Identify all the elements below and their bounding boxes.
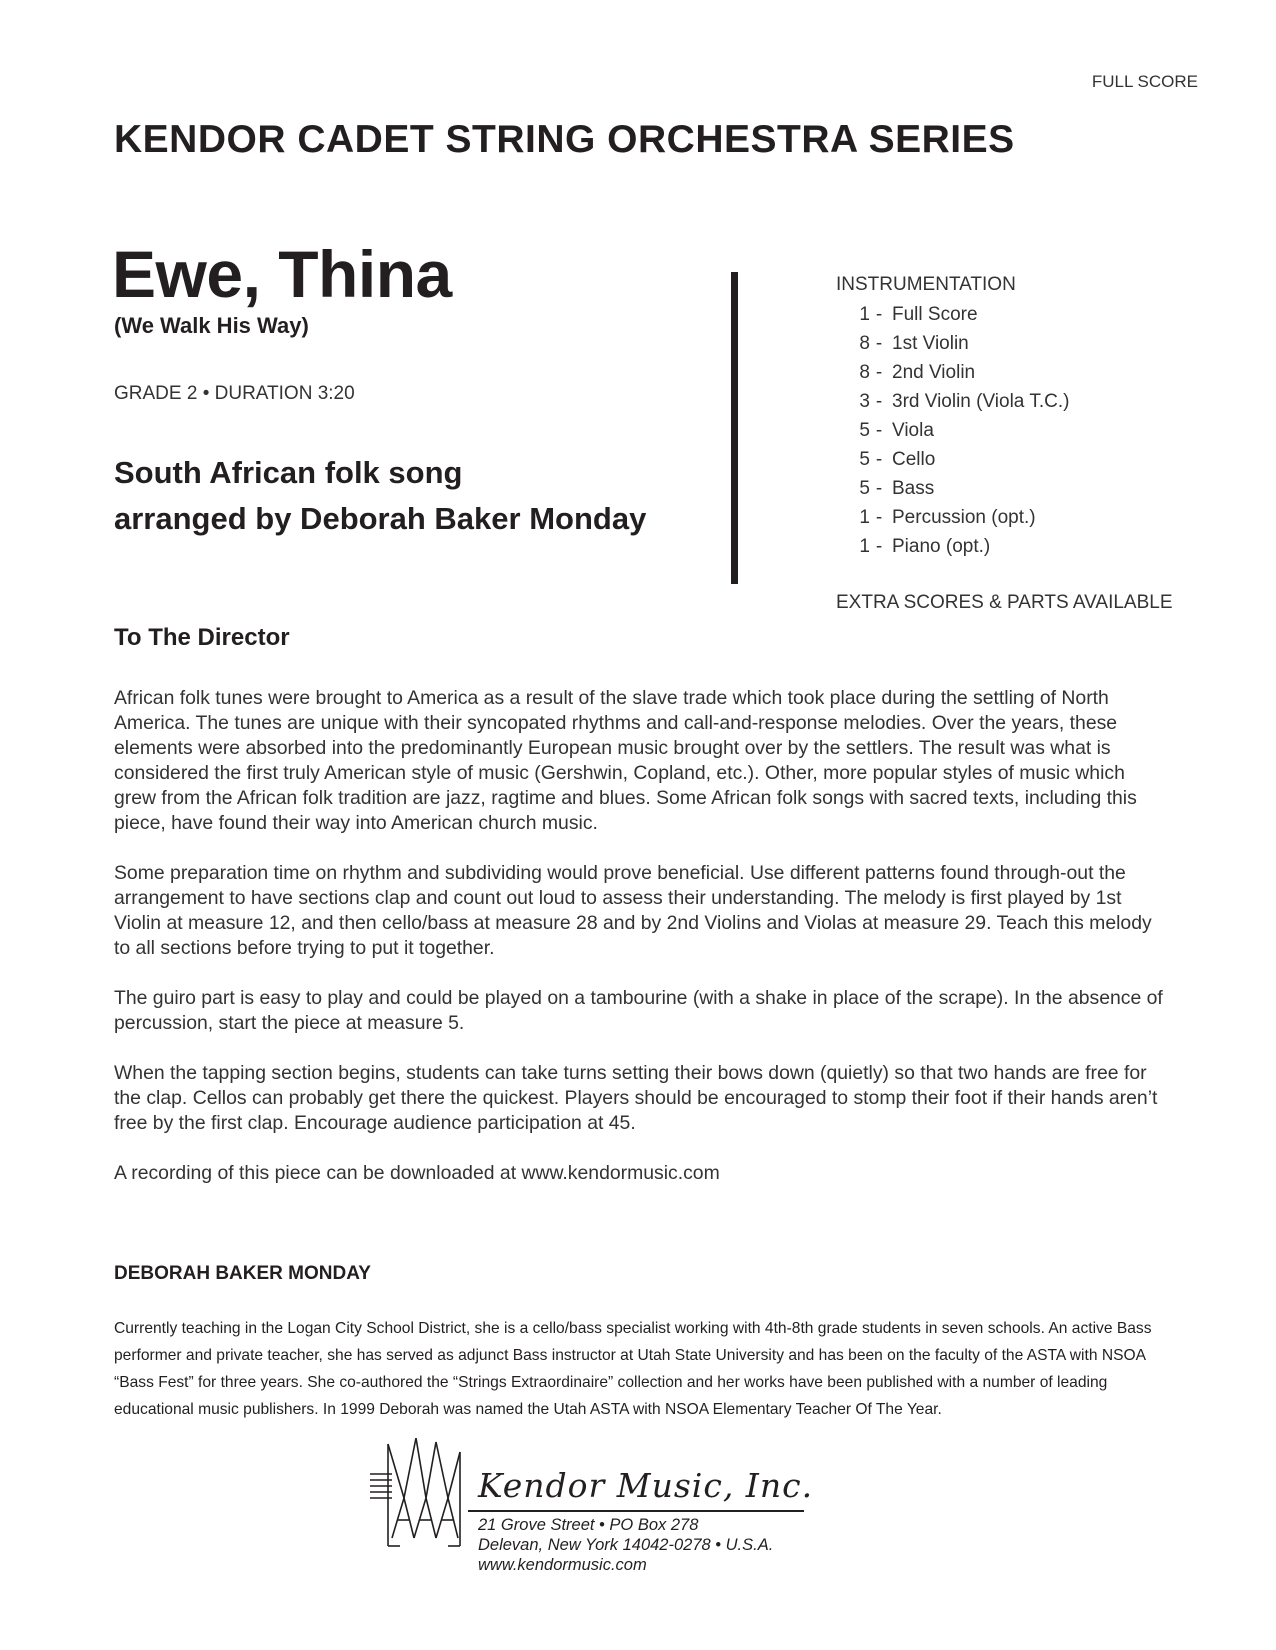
piece-subtitle: (We Walk His Way) xyxy=(114,313,309,338)
bio-text: Currently teaching in the Logan City School District, she is a cello/bass specialist working with 4th-8th grade students in seven schools. An active Bass performer and private teacher, she has served as adjunct Bass instructor at Utah State University and has been on the faculty of the ASTA with NSOA “Bass Fest” for three years. She co-authored the “Strings Extraordinaire” collection and her works have been published with a number of leading educational music publishers. In 1999 Deborah was named the Utah ASTA with NSOA Elementary Teacher Of The Year. xyxy=(114,1320,1152,1418)
instrumentation-item xyxy=(836,445,1069,474)
instrument-quantity: 1 xyxy=(859,536,870,557)
instrumentation-item xyxy=(836,503,1069,532)
instrument-name: 1st Violin xyxy=(892,333,969,354)
extras-note: EXTRA SCORES & PARTS AVAILABLE xyxy=(836,592,1173,613)
instrument-name: Bass xyxy=(892,478,935,499)
instrument-quantity: 8 xyxy=(859,333,870,354)
instrumentation-item xyxy=(836,300,1069,329)
instrument-quantity: 8 xyxy=(859,362,870,383)
instrument-dash: - xyxy=(875,536,883,557)
instrumentation-heading: INSTRUMENTATION xyxy=(836,274,1016,295)
instrument-dash: - xyxy=(875,420,883,441)
piece-title: Ewe, Thina xyxy=(112,237,452,311)
instrument-name: 2nd Violin xyxy=(892,362,976,383)
director-paragraph: A recording of this piece can be downloaded at www.kendormusic.com xyxy=(114,1162,720,1184)
instrumentation-item xyxy=(836,358,1069,387)
instrument-name: Full Score xyxy=(892,304,978,325)
arranger-line: arranged by Deborah Baker Monday xyxy=(114,501,647,536)
instrument-dash: - xyxy=(875,507,883,528)
publisher-name: Kendor Music, Inc. xyxy=(478,1466,814,1505)
instrument-dash: - xyxy=(875,391,883,412)
instrument-name: Piano (opt.) xyxy=(892,536,991,557)
divider-bar xyxy=(731,272,738,584)
instrument-quantity: 3 xyxy=(859,391,870,412)
instrument-dash: - xyxy=(875,362,883,383)
instrument-quantity: 1 xyxy=(859,304,870,325)
director-paragraph: Some preparation time on rhythm and subdividing would prove beneficial. Use different patterns found through-out the arrangement to have sections clap and count out loud to assess their understanding. The melody is first played by 1st Violin at measure 12, and then cello/bass at measure 28 and by 2nd Violins and Violas at measure 29. Teach this melody to all sections before trying to put it together. xyxy=(114,862,1152,959)
instrument-quantity: 5 xyxy=(859,449,870,470)
director-paragraph: When the tapping section begins, students can take turns setting their bows down (quietly) so that two hands are free for the clap. Cellos can probably get there the quickest. Players should be encouraged to stomp their foot if their hands aren’t free by the first clap. Encourage audience participation at 45. xyxy=(114,1062,1158,1134)
director-notes xyxy=(114,686,1164,1211)
origin-line: South African folk song xyxy=(114,455,463,490)
instrument-dash: - xyxy=(875,478,883,499)
publisher-rule xyxy=(468,1510,804,1512)
instrument-name: 3rd Violin (Viola T.C.) xyxy=(892,391,1070,412)
instrument-quantity: 1 xyxy=(859,507,870,528)
bio-heading: DEBORAH BAKER MONDAY xyxy=(114,1263,371,1284)
instrument-dash: - xyxy=(875,449,883,470)
instrumentation-item xyxy=(836,474,1069,503)
instrumentation-list xyxy=(836,270,1069,561)
instrumentation-item xyxy=(836,387,1069,416)
director-paragraph: African folk tunes were brought to America as a result of the slave trade which took place during the settling of North America. The tunes are unique with their syncopated rhythms and call-and-response melodies. Over the years, these elements were absorbed into the predominantly European music brought over by the settlers. The result was what is considered the first truly American style of music (Gershwin, Copland, etc.). Other, more popular styles of music which grew from the African folk tradition are jazz, ragtime and blues. Some African folk songs with sacred texts, including this piece, have found their way into American church music. xyxy=(114,687,1137,834)
instrument-dash: - xyxy=(875,304,883,325)
address-line: Delevan, New York 14042-0278 • U.S.A. xyxy=(478,1536,774,1554)
score-label: FULL SCORE xyxy=(1091,72,1198,91)
instrument-dash: - xyxy=(875,333,883,354)
grade-duration: GRADE 2 • DURATION 3:20 xyxy=(114,383,355,404)
instrumentation-item xyxy=(836,416,1069,445)
instrument-name: Percussion (opt.) xyxy=(892,507,1036,528)
series-title: KENDOR CADET STRING ORCHESTRA SERIES xyxy=(114,118,1015,161)
instrument-quantity: 5 xyxy=(859,420,870,441)
publisher-address xyxy=(478,1515,773,1575)
instrumentation-item xyxy=(836,329,1069,358)
instrument-name: Viola xyxy=(892,420,934,441)
address-line: 21 Grove Street • PO Box 278 xyxy=(478,1516,699,1534)
instrument-quantity: 5 xyxy=(859,478,870,499)
director-heading: To The Director xyxy=(114,624,290,651)
director-paragraph: The guiro part is easy to play and could be played on a tambourine (with a shake in place of the scrape). In the absence of percussion, start the piece at measure 5. xyxy=(114,987,1163,1034)
instrumentation-item xyxy=(836,532,1069,561)
piece-origin xyxy=(114,450,646,542)
publisher-website: www.kendormusic.com xyxy=(478,1556,647,1574)
kendor-logo-icon xyxy=(370,1438,470,1550)
instrument-name: Cello xyxy=(892,449,936,470)
